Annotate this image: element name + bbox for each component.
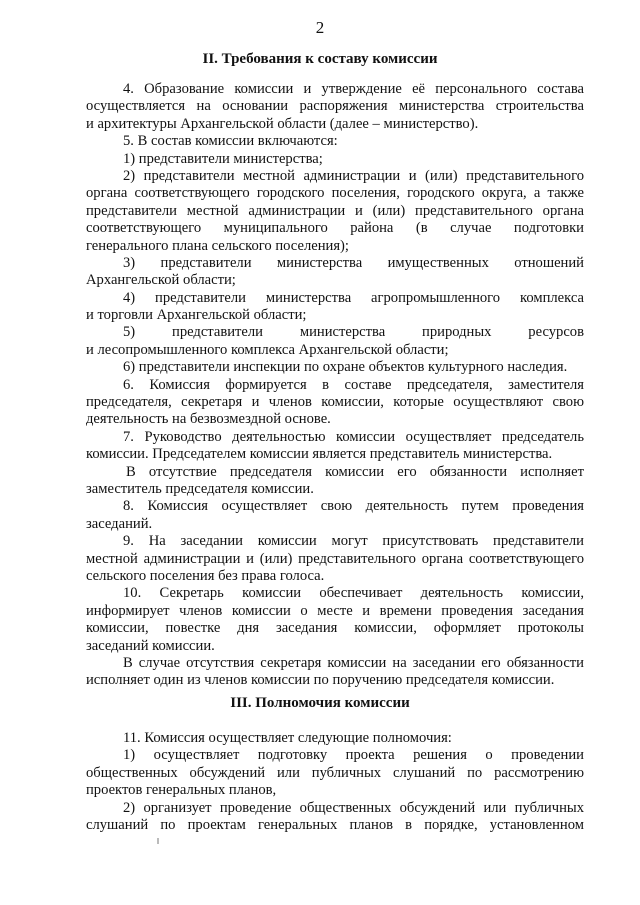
scan-speck	[157, 838, 159, 844]
text-line: 7. Руководство деятельностью комиссии осуществляет председатель	[123, 428, 584, 445]
text-line: исполняет один из членов комиссии по поручению председателя комиссии.	[86, 672, 555, 689]
text-line: заседаний комиссии.	[86, 637, 215, 654]
text-line: заместитель председателя комиссии.	[86, 480, 314, 497]
text-line: 9. На заседании комиссии могут присутствовать представители	[123, 533, 584, 550]
text-line: 5. В состав комиссии включаются:	[123, 133, 338, 150]
text-line: В случае отсутствия секретаря комиссии на заседании его обязанности	[123, 654, 584, 671]
text-line: 2) представители местной администрации и (или) представительного	[123, 167, 584, 184]
text-line: 1) представители министерства;	[123, 150, 323, 167]
text-line: комиссии, повестке дня заседания комиссии, оформляет протоколы	[86, 620, 584, 637]
section-3-heading: III. Полномочия комиссии	[230, 695, 410, 711]
text-line: комиссии. Председателем комиссии является представитель министерства.	[86, 446, 553, 463]
text-line: генерального плана сельского поселения);	[86, 237, 349, 254]
text-line: 2) организует проведение общественных обсуждений или публичных	[123, 799, 584, 816]
text-line: 10. Секретарь комиссии обеспечивает деятельность комиссии,	[123, 585, 584, 602]
text-line: председателя, секретаря и членов комиссии, которые осуществляют свою	[86, 394, 584, 411]
text-line: органа соответствующего городского поселения, городского округа, а также	[86, 185, 584, 202]
text-line: осуществляется на основании распоряжения министерства строительства	[86, 98, 584, 115]
text-line: представители местной администрации и (или) представительного органа	[86, 202, 584, 219]
text-line: проектов генеральных планов,	[86, 782, 277, 799]
text-line: и архитектуры Архангельской области (далее – министерство).	[86, 115, 479, 132]
text-line: 4. Образование комиссии и утверждение её персонального состава	[123, 81, 584, 97]
page-number: 2	[315, 18, 325, 37]
text-line: местной администрации и (или) представительного органа соответствующего	[86, 550, 584, 567]
text-line: и лесопромышленного комплекса Архангельской области;	[86, 341, 449, 358]
text-line: слушаний по проектам генеральных планов в порядке, установленном	[86, 816, 584, 833]
text-line: 4) представители министерства агропромышленного комплекса	[123, 289, 584, 306]
text-line: заседаний.	[86, 515, 153, 532]
text-line: 8. Комиссия осуществляет свою деятельность путем проведения	[123, 498, 584, 515]
text-line: 11. Комиссия осуществляет следующие полномочия:	[123, 730, 452, 746]
text-line: 5) представители министерства природных ресурсов	[123, 324, 584, 341]
text-line: и торговли Архангельской области;	[86, 307, 307, 324]
text-line: соответствующего муниципального района (в случае подготовки	[86, 220, 584, 237]
text-line: сельского поселения без права голоса.	[86, 567, 325, 584]
text-line: деятельность на безвозмездной основе.	[86, 411, 331, 428]
text-line: 1) осуществляет подготовку проекта решения о проведении	[123, 747, 584, 764]
text-line: информирует членов комиссии о месте и времени проведения заседания	[86, 602, 584, 619]
text-line: В отсутствие председателя комиссии его обязанности исполняет	[126, 463, 584, 480]
section-2-body	[86, 81, 584, 690]
section-3-body	[86, 730, 584, 834]
section-2-heading: II. Требования к составу комиссии	[202, 51, 438, 67]
text-line: Архангельской области;	[86, 272, 236, 289]
text-line: 6) представители инспекции по охране объектов культурного наследия.	[123, 359, 568, 376]
text-line: общественных обсуждений или публичных слушаний по рассмотрению	[86, 764, 584, 781]
text-line: 3) представители министерства имущественных отношений	[123, 254, 584, 271]
text-line: 6. Комиссия формируется в составе председателя, заместителя	[123, 376, 584, 393]
